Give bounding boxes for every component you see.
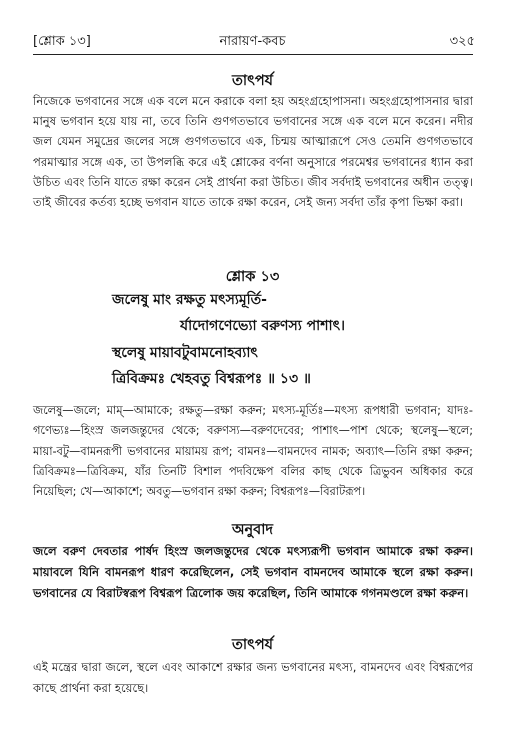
purport-text-2: এই মন্ত্রের দ্বারা জলে, স্থলে এবং আকাশে রক্ষার জন্য ভগবানের মৎস্য, বামনদেব এবং বিশ্বরূপের কাছে প্রার্থনা করা হয়েছে। xyxy=(33,660,473,695)
translation-text: জলে বরুণ দেবতার পার্ষদ হিংস্র জলজন্তুদের থেকে মৎস্যরূপী ভগবান আমাকে রক্ষা করুন। মায়াবলে যিনি বামনরূপ ধারণ করেছিলেন, সেই ভগবান বামনদেব আমাকে স্থলে রক্ষা করুন। ভগবানের যে বিরাটস্বরূপ বিশ্বরূপ ত্রিলোক জয় করেছিল, তিনি আমাকে গগনমণ্ডলে রক্ষা করুন। xyxy=(33,544,473,601)
verse-line-3: স্থলেষু মায়াবটুবামনোহব্যাৎ xyxy=(112,345,258,361)
purport-heading: তাৎপর্য xyxy=(231,73,274,89)
verse-line-1: জলেষু মাং রক্ষতু মৎস্যমূর্তি- xyxy=(112,292,267,308)
page-number: ৩২৫ xyxy=(449,34,475,49)
running-head-verse: [শ্লোক ১৩] xyxy=(33,34,91,49)
verse-line-2: র্যাদোগণেভ্যো বরুণস্য পাশাৎ। xyxy=(180,318,346,334)
translation-heading: অনুবাদ xyxy=(231,522,274,538)
synonyms-text: জলেষু—জলে; মাম্—আমাকে; রক্ষতু—রক্ষা করুন; মৎস্য-মূর্তিঃ—মৎস্য রূপধারী ভগবান; যাদঃ-গণেভ্যঃ—হিংস্র জলজন্তুদের থেকে; বরুণস্য—বরুণদেবের; পাশাৎ—পাশ থেকে; স্থলেষু—স্থলে; মায়া-বটু—বামনরূপী ভগবানের মায়াময় রূপ; বামনঃ—বামনদেব নামক; অব্যাৎ—তিনি রক্ষা করুন; ত্রিবিক্রমঃ—ত্রিবিক্রম, যাঁর তিনটি বিশাল পদবিক্ষেপ বলির কাছ থেকে ত্রিভুবন অধিকার করে নিয়েছিল; খে—আকাশে; অবতু—ভগবান রক্ষা করুন; বিশ্বরূপঃ—বিরাটরূপ। xyxy=(33,404,473,499)
verse-line-4: ত্রিবিক্রমঃ খেহবতু বিশ্বরূপঃ ॥ ১৩ ॥ xyxy=(112,371,311,387)
verse-heading: শ্লোক ১৩ xyxy=(225,269,280,285)
purport-heading-2: তাৎপর্য xyxy=(231,637,274,653)
running-head-title: নারায়ণ-কবচ xyxy=(219,34,286,49)
purport-text: নিজেকে ভগবানের সঙ্গে এক বলে মনে করাকে বলা হয় অহংগ্রহোপাসনা। অহংগ্রহোপাসনার দ্বারা মানুষ ভগবান হয়ে যায় না, তবে তিনি গুণগতভাবে ভগবানের সঙ্গে এক বলে মনে করেন। নদীর জল যেমন সমুদ্রের জলের সঙ্গে গুণগতভাবে এক, চিন্ময় আত্মারূপে সেও তেমনি গুণগতভাবে পরমাত্মার সঙ্গে এক, তা উপলব্ধি করে এই শ্লোকের বর্ণনা অনুসারে পরমেশ্বর ভগবানের ধ্যান করা উচিত এবং তিনি যাতে রক্ষা করেন সেই প্রার্থনা করা উচিত। জীব সর্বদাই ভগবানের অধীন তত্ত্ব। তাই জীবের কর্তব্য হচ্ছে ভগবান যাতে তাকে রক্ষা করেন, সেই জন্য সর্বদা তাঁর কৃপা ভিক্ষা করা। xyxy=(33,94,473,210)
header-rule xyxy=(33,54,473,55)
